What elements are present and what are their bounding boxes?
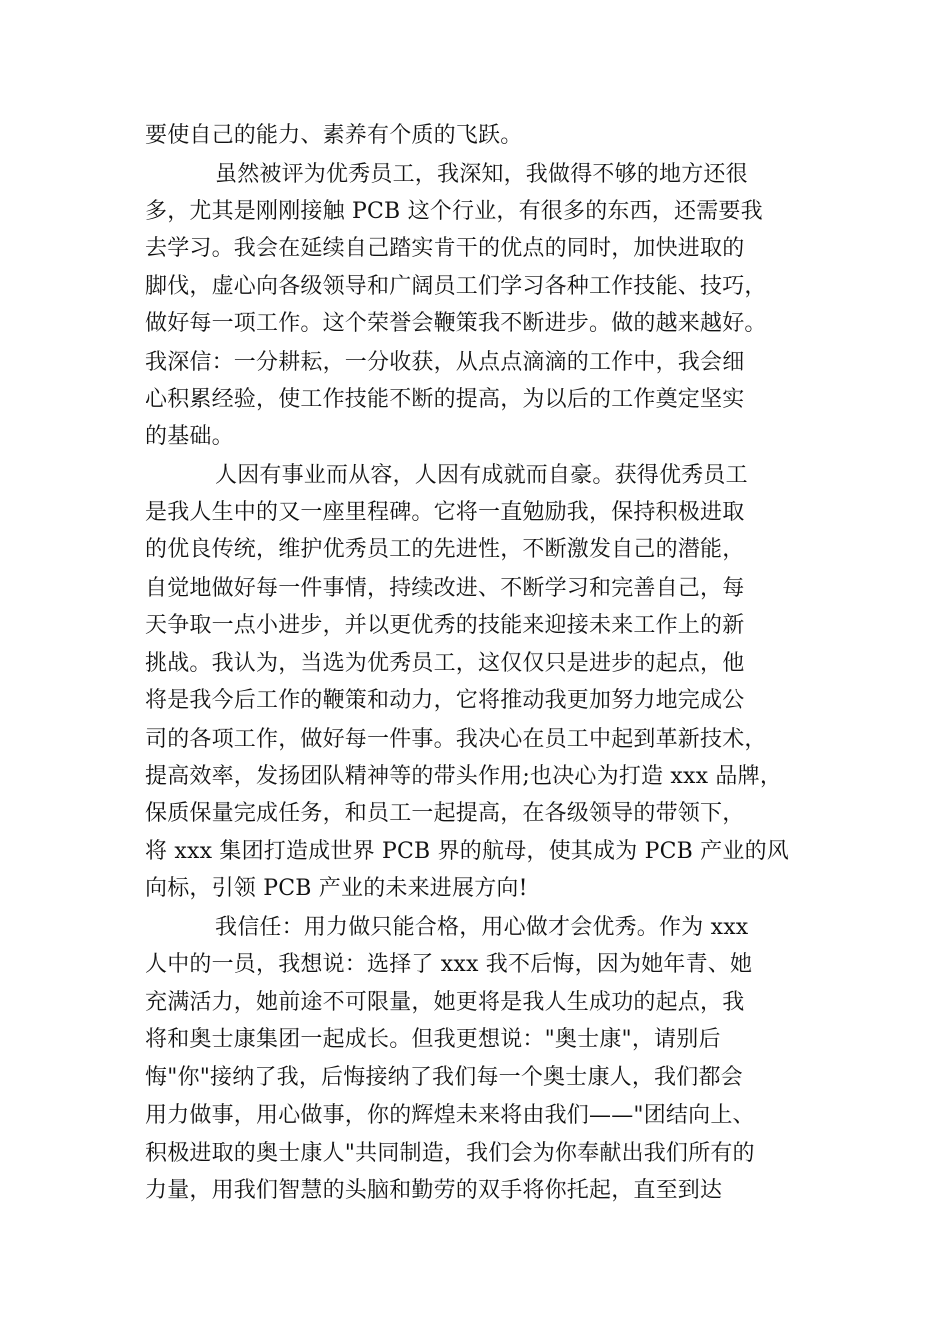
text-line: 心积累经验，使工作技能不断的提高，为以后的工作奠定坚实: [145, 387, 745, 412]
text-line: 将是我今后工作的鞭策和动力，它将推动我更加努力地完成公: [145, 688, 745, 713]
text-line: 是我人生中的又一座里程碑。它将一直勉励我，保持积极进取: [145, 500, 745, 525]
paragraph-start-line: 我信任：用力做只能合格，用心做才会优秀。作为 xxx: [215, 915, 749, 940]
text-line: 保质保量完成任务，和员工一起提高，在各级领导的带领下，: [145, 801, 745, 826]
text-line: 自觉地做好每一件事情，持续改进、不断学习和完善自己，每: [145, 576, 745, 601]
text-line: 多，尤其是刚刚接触 PCB 这个行业，有很多的东西，还需要我: [145, 199, 763, 224]
text-line: 悔"你"接纳了我，后悔接纳了我们每一个奥士康人，我们都会: [145, 1065, 743, 1090]
text-line: 力量，用我们智慧的头脑和勤劳的双手将你托起，直至到达: [145, 1178, 723, 1203]
paragraph-start-line: 虽然被评为优秀员工，我深知，我做得不够的地方还很: [215, 162, 748, 187]
text-line: 我深信：一分耕耘，一分收获，从点点滴滴的工作中，我会细: [145, 350, 745, 375]
text-line: 提高效率，发扬团队精神等的带头作用;也决心为打造 xxx 品牌，: [145, 764, 783, 789]
text-line: 人中的一员，我想说：选择了 xxx 我不后悔，因为她年青、她: [145, 952, 753, 977]
text-line: 向标，引领 PCB 产业的未来进展方向!: [145, 876, 528, 901]
text-line: 充满活力，她前途不可限量，她更将是我人生成功的起点，我: [145, 990, 745, 1015]
text-line: 司的各项工作，做好每一件事。我决心在员工中起到革新技术，: [145, 727, 767, 752]
text-line: 天争取一点小进步，并以更优秀的技能来迎接未来工作上的新: [145, 613, 745, 638]
text-line: 将和奥士康集团一起成长。但我更想说："奥士康"，请别后: [145, 1027, 721, 1052]
paragraph-start-line: 人因有事业而从容，人因有成就而自豪。获得优秀员工: [215, 463, 748, 488]
text-line: 的基础。: [145, 424, 234, 449]
text-line: 用力做事，用心做事，你的辉煌未来将由我们——"团结向上、: [145, 1103, 755, 1128]
text-line: 的优良传统，维护优秀员工的先进性，不断激发自己的潜能，: [145, 537, 745, 562]
text-line: 做好每一项工作。这个荣誉会鞭策我不断进步。做的越来越好。: [145, 311, 767, 336]
text-line: 将 xxx 集团打造成世界 PCB 界的航母，使其成为 PCB 产业的风: [145, 839, 789, 864]
text-line: 脚伐，虚心向各级领导和广阔员工们学习各种工作技能、技巧，: [145, 274, 767, 299]
text-line: 去学习。我会在延续自己踏实肯干的优点的同时，加快进取的: [145, 236, 745, 261]
text-line: 要使自己的能力、素养有个质的飞跃。: [145, 123, 523, 148]
text-line: 挑战。我认为，当选为优秀员工，这仅仅只是进步的起点，他: [145, 651, 745, 676]
text-line: 积极进取的奥士康人"共同制造，我们会为你奉献出我们所有的: [145, 1141, 755, 1166]
